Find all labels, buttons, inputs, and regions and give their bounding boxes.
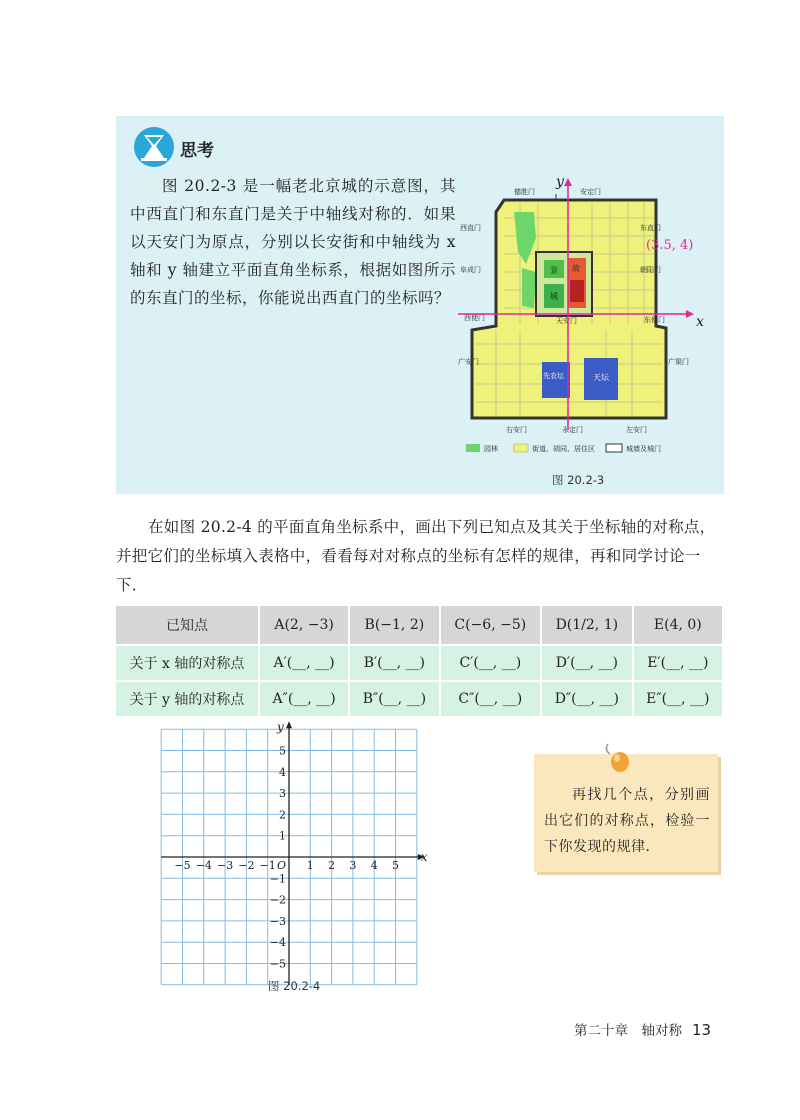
map-gate-label: 永定门	[562, 426, 583, 434]
pin-icon	[602, 740, 630, 776]
tip-note-paragraph: 再找几个点，分别画出它们的对称点，检验一下你发现的规律．	[544, 787, 710, 855]
grid-x-label: x	[420, 850, 428, 864]
map-gate-label: 东直门	[640, 224, 661, 232]
x-tick-label: −3	[216, 859, 234, 872]
y-tick-label: −3	[269, 914, 286, 928]
map-gate-label: 西直门	[460, 224, 481, 232]
y-tick-label: −1	[269, 872, 286, 886]
map-gate-label: 安定门	[580, 188, 601, 196]
map-gate-label: 左安门	[626, 426, 647, 434]
y-tick-label: −2	[269, 893, 286, 907]
y-tick-label: 3	[279, 787, 286, 801]
y-tick-label: 2	[279, 808, 286, 822]
y-tick-label: −4	[269, 936, 286, 950]
table-header-cell: A(2, −3)	[259, 606, 349, 645]
y-tick-label: 4	[279, 765, 286, 779]
table-cell[interactable]: C″(__, __)	[440, 681, 541, 717]
map-gate-label: 西便门	[464, 314, 485, 322]
page-number: 13	[692, 1021, 712, 1039]
map-legend-label: 园林	[484, 445, 498, 453]
body-paragraph	[116, 513, 724, 600]
map-temple-label: 天坛	[593, 373, 609, 382]
map-gate-label: 广安门	[458, 358, 479, 366]
y-tick-label: −5	[269, 957, 286, 971]
x-tick-label: −4	[195, 859, 212, 872]
map-gate-label: 右安门	[506, 426, 527, 434]
table-header-row	[116, 606, 723, 645]
map-gate-label: 朝阳门	[640, 266, 661, 274]
map-gate-label: 广渠门	[668, 358, 689, 366]
map-point-label: (3.5, 4)	[646, 238, 694, 253]
table-cell[interactable]: A″(__, __)	[259, 681, 349, 717]
symmetry-table	[116, 606, 724, 718]
table-cell[interactable]: A′(__, __)	[259, 645, 349, 681]
page-footer	[574, 1019, 711, 1039]
table-header-cell: C(−6, −5)	[440, 606, 541, 645]
coordinate-grid	[174, 720, 428, 976]
table-header-cell: 已知点	[116, 606, 259, 645]
map-palace-label: 城	[550, 292, 558, 301]
map-temple-label: 先农坛	[543, 372, 564, 380]
table-cell[interactable]: D′(__, __)	[541, 645, 633, 681]
x-tick-label: 4	[370, 859, 378, 872]
body-paragraph-text: 在如图 20.2-4 的平面直角坐标系中，画出下列已知点及其关于坐标轴的对称点，并把它们的坐标填入表格中，看看每对对称点的坐标有怎样的规律，再和同学讨论一下．	[116, 518, 716, 594]
table-cell[interactable]: B″(__, __)	[349, 681, 439, 717]
y-axis-arrow	[286, 721, 292, 728]
origin-label: O	[276, 859, 286, 872]
think-title: 思考	[180, 141, 214, 161]
think-icon	[132, 125, 176, 169]
grid-y-label: y	[277, 720, 284, 735]
x-tick-label: 3	[349, 859, 357, 872]
table-row-label: 关于 y 轴的对称点	[116, 681, 259, 717]
think-text	[130, 172, 456, 312]
beijing-map	[456, 168, 718, 462]
map-legend-label: 城墙及城门	[626, 445, 661, 453]
map-x-axis-label: x	[696, 314, 704, 330]
map-y-axis-label: y	[556, 174, 564, 190]
map-gate-label: 东便门	[644, 316, 665, 324]
map-palace-label: 故	[572, 264, 580, 273]
table-header-cell: E(4, 0)	[633, 606, 723, 645]
map-gate-label: 德胜门	[514, 188, 535, 196]
table-row-label: 关于 x 轴的对称点	[116, 645, 259, 681]
table-cell[interactable]: B′(__, __)	[349, 645, 439, 681]
table-row	[116, 645, 723, 681]
table-cell[interactable]: C′(__, __)	[440, 645, 541, 681]
map-caption: 图 20.2-3	[552, 473, 605, 487]
x-tick-label: −1	[259, 859, 276, 872]
map-gate-label: 天安门	[556, 317, 577, 325]
x-tick-label: −5	[174, 859, 191, 872]
tip-note-text	[544, 782, 710, 860]
x-tick-label: 2	[328, 859, 336, 872]
map-gate-label: 阜成门	[460, 266, 481, 274]
x-tick-label: −2	[238, 859, 255, 872]
table-cell[interactable]: D″(__, __)	[541, 681, 633, 717]
table-row	[116, 681, 723, 717]
map-legend-label: 街道、胡同、居住区	[532, 445, 595, 453]
think-paragraph: 图 20.2-3 是一幅老北京城的示意图，其中西直门和东直门是关于中轴线对称的．如果以天安门为原点，分别以长安街和中轴线为 x 轴和 y 轴建立平面直角坐标系，根据如图所示的东直门的坐标，你能说出西直门的坐标吗？	[130, 177, 456, 307]
chapter-title: 第二十章 轴对称	[574, 1023, 682, 1039]
x-tick-label: 5	[392, 859, 399, 872]
y-tick-label: 1	[279, 829, 286, 843]
table-cell[interactable]: E″(__, __)	[633, 681, 723, 717]
map-palace-label: 景	[550, 266, 558, 275]
grid-caption: 图 20.2-4	[268, 979, 321, 993]
x-tick-label: 1	[306, 859, 314, 872]
table-cell[interactable]: E′(__, __)	[633, 645, 723, 681]
table-header-cell: B(−1, 2)	[349, 606, 439, 645]
y-tick-label: 5	[279, 744, 286, 758]
table-header-cell: D(1/2, 1)	[541, 606, 633, 645]
